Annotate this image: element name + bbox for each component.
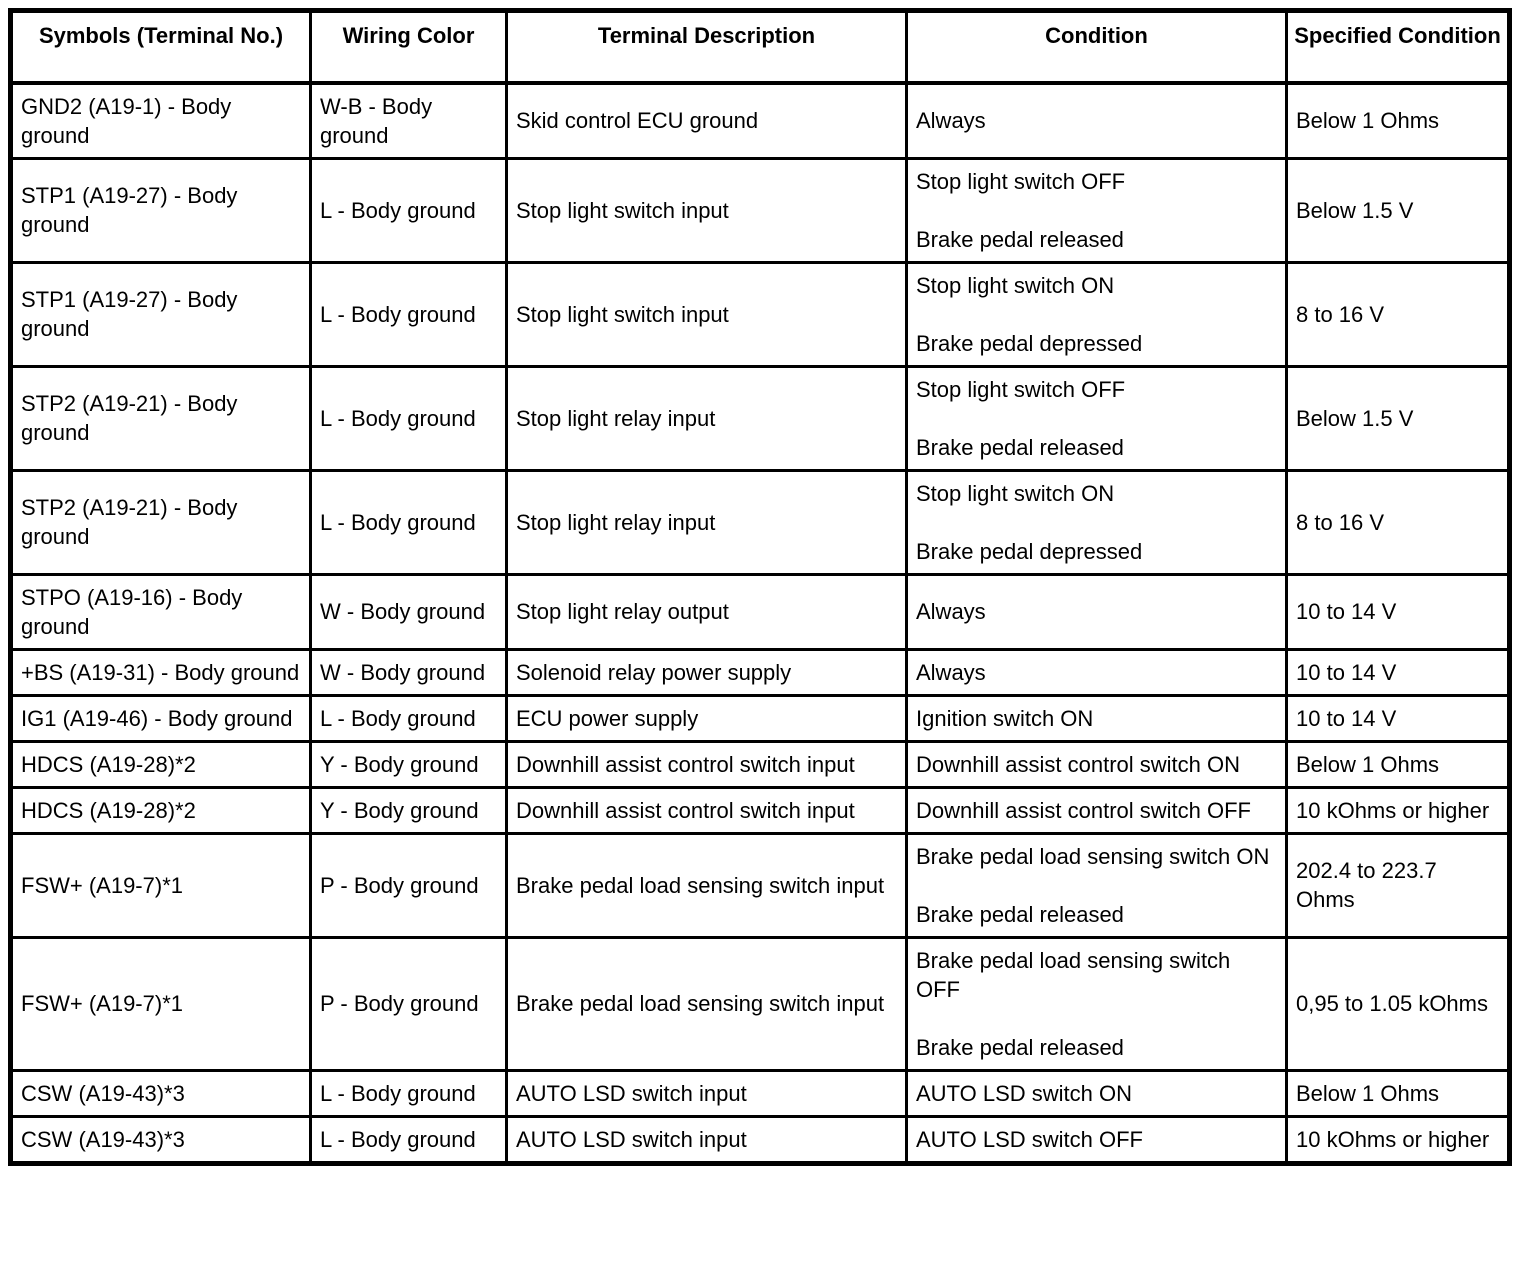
col-header-symbols: Symbols (Terminal No.) bbox=[11, 11, 311, 83]
col-header-terminal-description: Terminal Description bbox=[507, 11, 907, 83]
table-row bbox=[11, 937, 1510, 1070]
wiring-color-cell: L - Body ground bbox=[311, 1070, 507, 1116]
symbol-cell: FSW+ (A19-7)*1 bbox=[11, 833, 311, 937]
specified-condition-cell: 8 to 16 V bbox=[1287, 470, 1510, 574]
condition-line: Brake pedal released bbox=[916, 1034, 1124, 1060]
wiring-color-cell: Y - Body ground bbox=[311, 787, 507, 833]
condition-line: Stop light switch ON bbox=[916, 272, 1115, 298]
condition-cell bbox=[907, 1070, 1287, 1116]
terminal-description-cell: Stop light relay output bbox=[507, 574, 907, 649]
specified-condition-cell: Below 1 Ohms bbox=[1287, 83, 1510, 159]
condition-line: Brake pedal depressed bbox=[916, 330, 1143, 356]
specified-condition-cell: 202.4 to 223.7 Ohms bbox=[1287, 833, 1510, 937]
symbol-cell: HDCS (A19-28)*2 bbox=[11, 787, 311, 833]
specified-condition-cell: 10 to 14 V bbox=[1287, 649, 1510, 695]
symbol-cell: CSW (A19-43)*3 bbox=[11, 1116, 311, 1163]
condition-line: Always bbox=[916, 599, 986, 624]
condition-line: Downhill assist control switch ON bbox=[916, 751, 1240, 777]
terminal-description-cell: Stop light relay input bbox=[507, 470, 907, 574]
symbol-cell: FSW+ (A19-7)*1 bbox=[11, 937, 311, 1070]
condition-line: Brake pedal released bbox=[916, 434, 1124, 460]
table-header-row bbox=[11, 11, 1510, 83]
condition-line: Brake pedal depressed bbox=[916, 538, 1143, 564]
condition-cell bbox=[907, 741, 1287, 787]
specified-condition-cell: Below 1 Ohms bbox=[1287, 1070, 1510, 1116]
specified-condition-cell: 8 to 16 V bbox=[1287, 262, 1510, 366]
col-header-condition: Condition bbox=[907, 11, 1287, 83]
symbol-cell: STP2 (A19-21) - Body ground bbox=[11, 470, 311, 574]
terminal-description-cell: Downhill assist control switch input bbox=[507, 787, 907, 833]
condition-cell bbox=[907, 366, 1287, 470]
terminal-description-cell: Stop light switch input bbox=[507, 262, 907, 366]
wiring-color-cell: W-B - Body ground bbox=[311, 83, 507, 159]
condition-line: Brake pedal released bbox=[916, 226, 1124, 252]
symbol-cell: STP2 (A19-21) - Body ground bbox=[11, 366, 311, 470]
terminal-description-cell: ECU power supply bbox=[507, 695, 907, 741]
terminal-description-cell: Stop light relay input bbox=[507, 366, 907, 470]
symbol-cell: CSW (A19-43)*3 bbox=[11, 1070, 311, 1116]
condition-line: Always bbox=[916, 108, 986, 133]
symbol-cell: STP1 (A19-27) - Body ground bbox=[11, 158, 311, 262]
condition-line: Always bbox=[916, 659, 986, 685]
symbol-cell: IG1 (A19-46) - Body ground bbox=[11, 695, 311, 741]
terminal-description-cell: Skid control ECU ground bbox=[507, 83, 907, 159]
table-row bbox=[11, 574, 1510, 649]
condition-cell bbox=[907, 262, 1287, 366]
terminal-description-cell: Brake pedal load sensing switch input bbox=[507, 833, 907, 937]
condition-cell bbox=[907, 937, 1287, 1070]
symbol-cell: STPO (A19-16) - Body ground bbox=[11, 574, 311, 649]
condition-line: AUTO LSD switch OFF bbox=[916, 1126, 1143, 1152]
table-row bbox=[11, 470, 1510, 574]
terminal-pin-spec-table bbox=[8, 8, 1512, 1166]
col-header-wiring-color: Wiring Color bbox=[311, 11, 507, 83]
table-row bbox=[11, 262, 1510, 366]
condition-cell bbox=[907, 158, 1287, 262]
wiring-color-cell: W - Body ground bbox=[311, 649, 507, 695]
terminal-description-cell: Solenoid relay power supply bbox=[507, 649, 907, 695]
wiring-color-cell: L - Body ground bbox=[311, 470, 507, 574]
wiring-color-cell: L - Body ground bbox=[311, 695, 507, 741]
condition-cell bbox=[907, 833, 1287, 937]
symbol-cell: STP1 (A19-27) - Body ground bbox=[11, 262, 311, 366]
table-row bbox=[11, 695, 1510, 741]
condition-cell bbox=[907, 574, 1287, 649]
specified-condition-cell: Below 1 Ohms bbox=[1287, 741, 1510, 787]
wiring-color-cell: L - Body ground bbox=[311, 1116, 507, 1163]
table-row bbox=[11, 649, 1510, 695]
specified-condition-cell: 0,95 to 1.05 kOhms bbox=[1287, 937, 1510, 1070]
condition-line: Ignition switch ON bbox=[916, 705, 1094, 731]
table-row bbox=[11, 787, 1510, 833]
wiring-color-cell: L - Body ground bbox=[311, 262, 507, 366]
condition-cell bbox=[907, 83, 1287, 159]
symbol-cell: HDCS (A19-28)*2 bbox=[11, 741, 311, 787]
wiring-color-cell: W - Body ground bbox=[311, 574, 507, 649]
condition-line: Brake pedal released bbox=[916, 901, 1124, 927]
wiring-color-cell: L - Body ground bbox=[311, 366, 507, 470]
condition-line: Downhill assist control switch OFF bbox=[916, 797, 1251, 823]
table-row bbox=[11, 1070, 1510, 1116]
table-row bbox=[11, 1116, 1510, 1163]
table-row bbox=[11, 741, 1510, 787]
table-row bbox=[11, 366, 1510, 470]
condition-cell bbox=[907, 1116, 1287, 1163]
table-row bbox=[11, 833, 1510, 937]
condition-cell bbox=[907, 470, 1287, 574]
specified-condition-cell: 10 kOhms or higher bbox=[1287, 1116, 1510, 1163]
col-header-specified-condition: Specified Condition bbox=[1287, 11, 1510, 83]
condition-line: Brake pedal load sensing switch ON bbox=[916, 843, 1270, 869]
condition-line: AUTO LSD switch ON bbox=[916, 1080, 1132, 1106]
specified-condition-cell: 10 to 14 V bbox=[1287, 574, 1510, 649]
wiring-color-cell: P - Body ground bbox=[311, 833, 507, 937]
wiring-color-cell: L - Body ground bbox=[311, 158, 507, 262]
terminal-description-cell: Downhill assist control switch input bbox=[507, 741, 907, 787]
symbol-cell: GND2 (A19-1) - Body ground bbox=[11, 83, 311, 159]
specified-condition-cell: 10 kOhms or higher bbox=[1287, 787, 1510, 833]
terminal-description-cell: AUTO LSD switch input bbox=[507, 1116, 907, 1163]
specified-condition-cell: 10 to 14 V bbox=[1287, 695, 1510, 741]
specified-condition-cell: Below 1.5 V bbox=[1287, 366, 1510, 470]
terminal-description-cell: Brake pedal load sensing switch input bbox=[507, 937, 907, 1070]
condition-line: Stop light switch ON bbox=[916, 480, 1115, 506]
wiring-color-cell: P - Body ground bbox=[311, 937, 507, 1070]
condition-line: Brake pedal load sensing switch OFF bbox=[916, 947, 1231, 1002]
table-body bbox=[11, 83, 1510, 1164]
condition-line: Stop light switch OFF bbox=[916, 376, 1126, 402]
condition-cell bbox=[907, 649, 1287, 695]
wiring-color-cell: Y - Body ground bbox=[311, 741, 507, 787]
condition-line: Stop light switch OFF bbox=[916, 168, 1126, 194]
specified-condition-cell: Below 1.5 V bbox=[1287, 158, 1510, 262]
terminal-description-cell: Stop light switch input bbox=[507, 158, 907, 262]
symbol-cell: +BS (A19-31) - Body ground bbox=[11, 649, 311, 695]
table-row bbox=[11, 83, 1510, 159]
table-row bbox=[11, 158, 1510, 262]
condition-cell bbox=[907, 695, 1287, 741]
terminal-description-cell: AUTO LSD switch input bbox=[507, 1070, 907, 1116]
condition-cell bbox=[907, 787, 1287, 833]
